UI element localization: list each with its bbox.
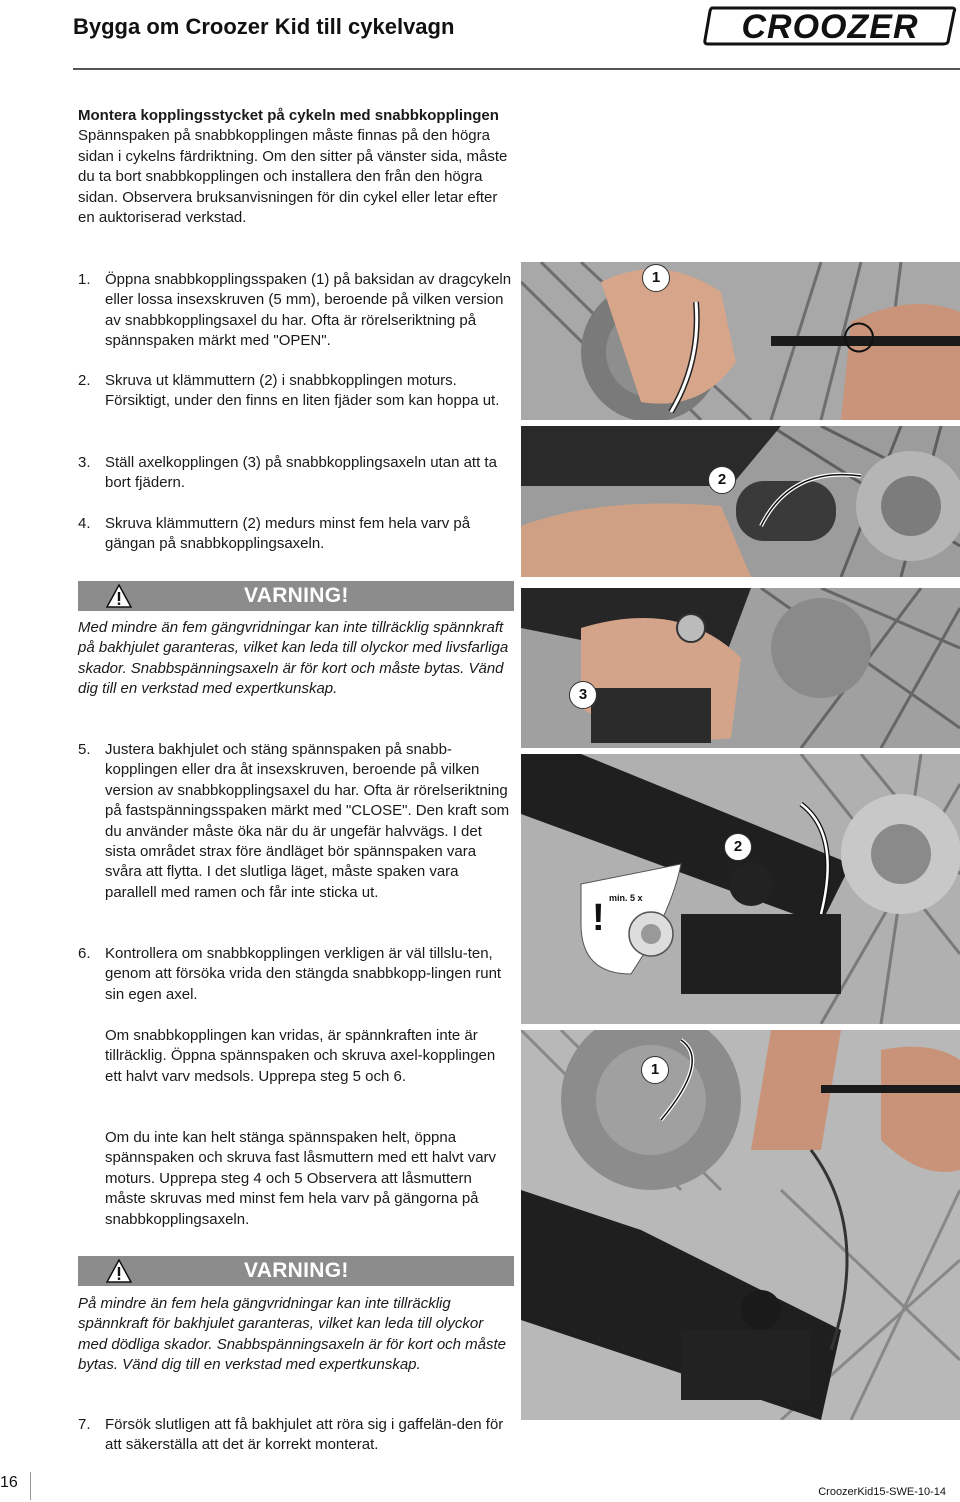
photo-remove-nut xyxy=(521,426,960,577)
step-text: Ställ axelkopplingen (3) på snabbkopplingsaxeln utan att ta bort fjädern. xyxy=(105,454,497,492)
croozer-logo xyxy=(702,4,958,48)
step-text: Öppna snabbkopplingsspaken (1) på baksidan av dragcykeln eller lossa insexskruven (5 mm), beroende på vilken version av snabbkopplingsaxel du har. Ofta är rörelseriktning på spännspaken märkt med "OPEN". xyxy=(105,271,512,350)
steps-block-4 xyxy=(78,514,514,555)
footer-rule xyxy=(30,1472,31,1500)
step-number: 7. xyxy=(78,1416,91,1433)
header-rule xyxy=(73,68,960,70)
svg-text:CROOZER: CROOZER xyxy=(741,8,919,46)
callout-marker: 2 xyxy=(708,466,736,494)
step-text: Försök slutligen att få bakhjulet att röra sig i gaffelän-den för att säkerställa att det är korrekt monterat. xyxy=(105,1416,504,1454)
callout-marker: 3 xyxy=(569,681,597,709)
warning-title: VARNING! xyxy=(244,584,349,607)
step-2 xyxy=(78,371,514,412)
step-6 xyxy=(78,944,514,1005)
warning-box xyxy=(78,1256,514,1376)
warning-triangle-icon xyxy=(106,1259,132,1283)
warning-box xyxy=(78,581,514,700)
min-turns-label: min. 5 x xyxy=(609,893,643,903)
step6-extra-1 xyxy=(78,1026,514,1087)
photo-close-lever xyxy=(521,1030,960,1420)
warning-exclamation: ! xyxy=(592,897,605,939)
steps-block-5 xyxy=(78,740,514,903)
step-text: Skruva klämmuttern (2) medurs minst fem hela varv på gängan på snabbkopplingsaxeln. xyxy=(105,515,471,553)
step-1 xyxy=(78,270,514,352)
callout-marker: 2 xyxy=(724,833,752,861)
warning-bar xyxy=(78,1256,514,1286)
warning-title: VARNING! xyxy=(244,1259,349,1282)
step-number: 2. xyxy=(78,372,91,389)
steps-block-2 xyxy=(78,371,514,412)
steps-block-3 xyxy=(78,453,514,494)
step-number: 4. xyxy=(78,515,91,532)
intro-heading: Montera kopplingsstycket på cykeln med snabbkopplingen xyxy=(78,107,499,124)
step-3 xyxy=(78,453,514,494)
page-title: Bygga om Croozer Kid till cykelvagn xyxy=(73,14,455,39)
step6-extra-text: Om du inte kan helt stänga spännspaken helt, öppna spännspaken och skruva fast låsmuttern med ett halvt varv moturs. Upprepa steg 4 och 5 Observera att låsmuttern måste skruvas med minst fem hela varv på gängorna på snabbkopplingsaxeln. xyxy=(105,1129,497,1228)
warning-triangle-icon xyxy=(106,584,132,608)
callout-marker: 1 xyxy=(642,264,670,292)
intro-section xyxy=(78,106,514,228)
steps-block-7 xyxy=(78,1415,514,1456)
warning-bar xyxy=(78,581,514,611)
step-text: Skruva ut klämmuttern (2) i snabbkopplingen moturs. Försiktigt, under den finns en liten fjäder som kan hoppa ut. xyxy=(105,372,500,410)
step-5 xyxy=(78,740,514,903)
intro-text: Spännspaken på snabbkopplingen måste finnas på den högra sidan i cykelns färdriktning. Om den sitter på vänster sida, måste du ta bort snabbkopplingen och installera den från den högra sidan. Observera bruksanvisningen för din cykel eller letar efter en auktoriserad verkstad. xyxy=(78,127,508,227)
step6-extra-2 xyxy=(78,1128,514,1230)
step-text: Kontrollera om snabbkopplingen verkligen är väl tillslu-ten, genom att försöka vrida den stängda snabbkopp-lingen runt sin egen axel. xyxy=(105,945,502,1003)
photo-tighten-nut xyxy=(521,754,960,1024)
step-number: 6. xyxy=(78,945,91,962)
step-number: 1. xyxy=(78,271,91,288)
warning-text: Med mindre än fem gängvridningar kan inte tillräcklig spännkraft på bakhjulet garanteras, vilket kan leda till olyckor med livsfarliga skador. Snabbspänningsaxeln är för kort och måste bytas. Vänd dig till en verkstad med expertkunskap. xyxy=(78,619,509,698)
step-number: 5. xyxy=(78,741,91,758)
document-code: CroozerKid15-SWE-10-14 xyxy=(818,1486,946,1498)
step-text: Justera bakhjulet och stäng spännspaken på snabb-kopplingen eller dra åt insexskruven, beroende på vilken version av snabbkopplingsaxel du har. Ofta är rörelseriktning på fastspänningsspaken märkt med "CLOSE". Den kraft som du använder måste öka när du är ungefär halvvägs. I det sista området strax före ändläget bör spännspaken vara svåra att flytta. I det slutliga läget, måste spaken vara parallell med ramen och får inte sticka ut. xyxy=(105,741,510,901)
step-number: 3. xyxy=(78,454,91,471)
step-4 xyxy=(78,514,514,555)
photo-open-lever xyxy=(521,262,960,420)
photo-place-coupling xyxy=(521,588,960,748)
step6-extra-text: Om snabbkopplingen kan vridas, är spännkraften inte är tillräcklig. Öppna spännspaken och skruva axel-kopplingen ett halvt varv medsols. Upprepa steg 5 och 6. xyxy=(105,1027,496,1085)
page-number: 16 xyxy=(0,1474,18,1491)
callout-marker: 1 xyxy=(641,1056,669,1084)
step-7 xyxy=(78,1415,514,1456)
steps-block-1 xyxy=(78,270,514,352)
warning-text: På mindre än fem hela gängvridningar kan inte tillräcklig spännkraft för bakhjulet garanteras, vilket kan leda till olyckor med dödliga skador. Snabbspänningsaxeln är för kort och måste bytas. Vänd dig till en verkstad med expertkunskap. xyxy=(78,1295,507,1374)
steps-block-6 xyxy=(78,944,514,1005)
